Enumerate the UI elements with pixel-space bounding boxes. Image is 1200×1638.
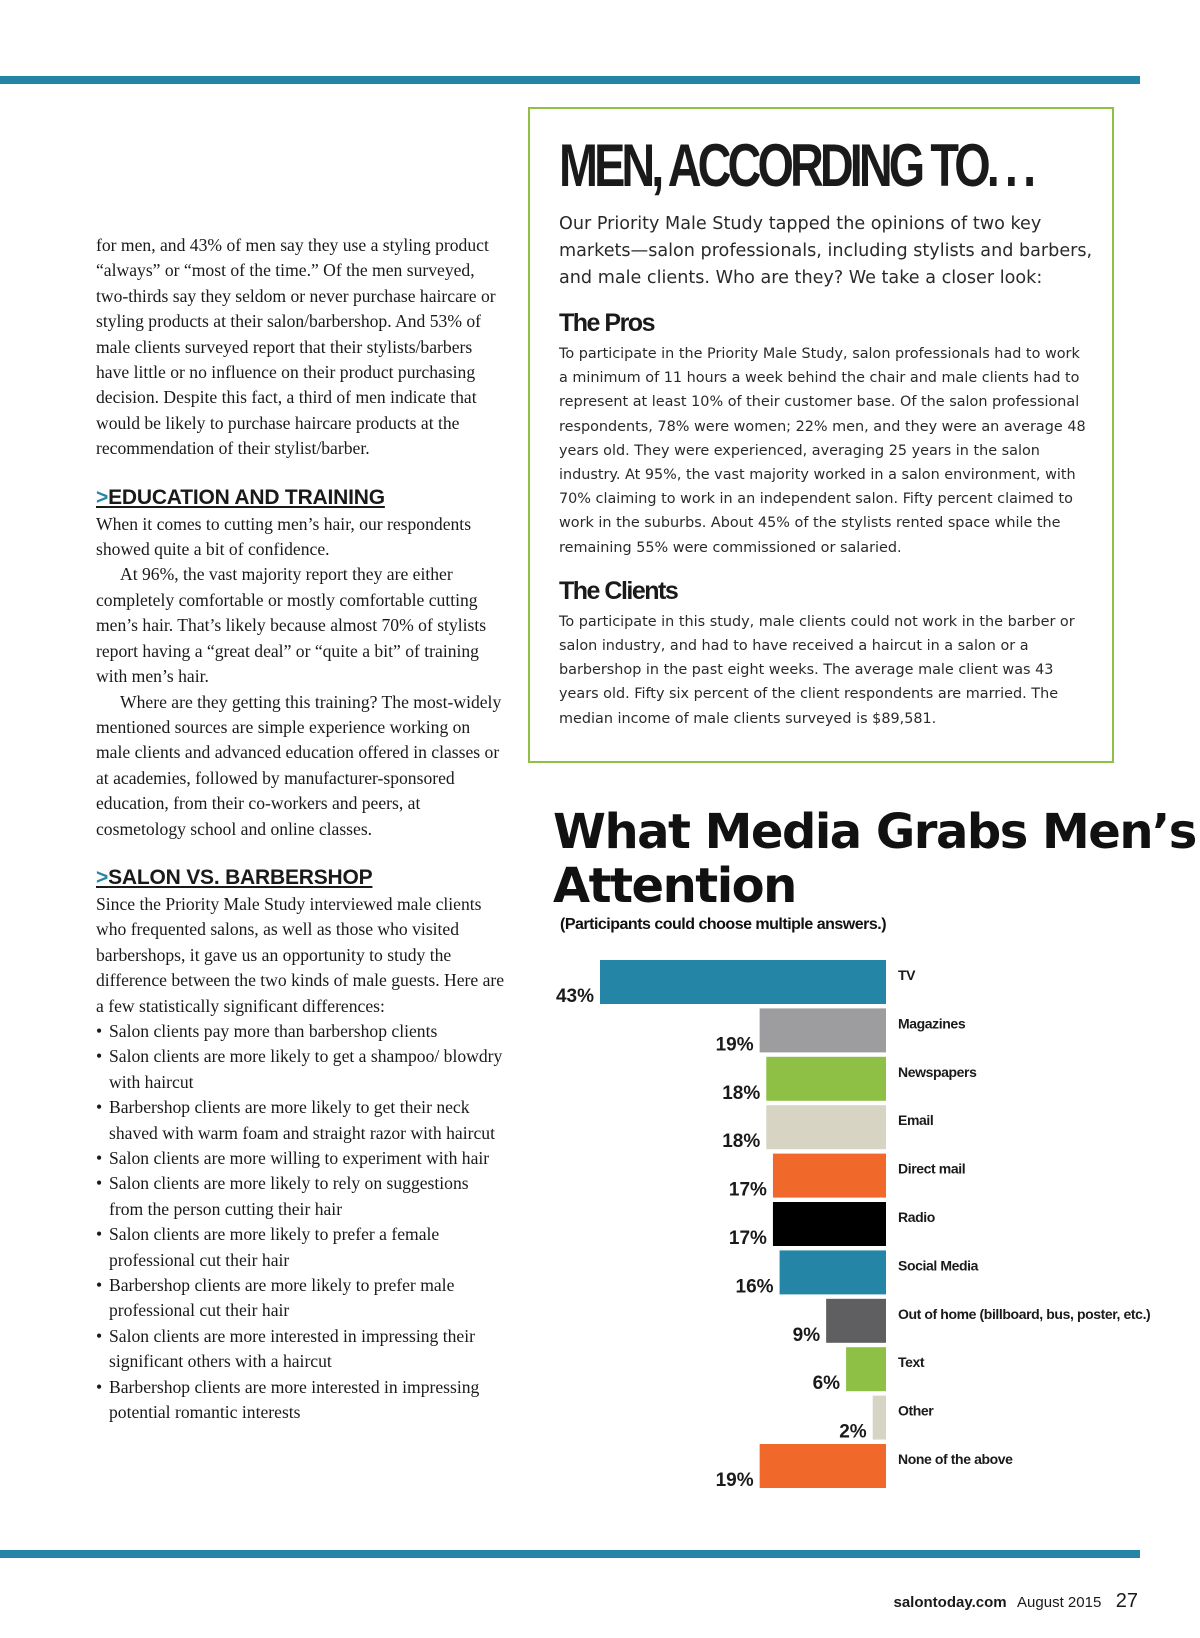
heading-text: SALON VS. BARBERSHOP: [108, 865, 373, 889]
bar-other: [873, 1396, 886, 1440]
list-item: • Salon clients are more interested in impressing their significant others with a haircut: [96, 1324, 506, 1375]
list-item: • Barbershop clients are more likely to prefer male professional cut their hair: [96, 1273, 506, 1324]
bar-category-label: TV: [898, 967, 916, 983]
bar-category-label: Newspapers: [898, 1063, 977, 1080]
bar-direct-mail: [773, 1154, 886, 1198]
bar-category-label: Social Media: [898, 1257, 979, 1274]
paragraph-differences-intro: Since the Priority Male Study interviewed male clients who frequented salons, as well as those who visited barbershops, it gave us an opportunity to study the difference between the two kinds of male guests. Here are a few statistically significant differences:: [96, 893, 505, 1016]
bar-value-label: 2%: [839, 1421, 867, 1443]
bar-none-of-the-above: [760, 1444, 886, 1488]
bar-value-label: 18%: [722, 1131, 761, 1153]
bar-category-label: Text: [898, 1354, 925, 1371]
bar-category-label: Magazines: [898, 1015, 966, 1032]
heading-arrow: >: [96, 865, 109, 889]
bar-text: [846, 1347, 886, 1391]
list-item: • Barbershop clients are more likely to get their neck shaved with warm foam and straight razor with haircut: [96, 1095, 506, 1146]
clients-heading: The Clients: [559, 576, 678, 605]
list-item: • Salon clients are more likely to prefer a female professional cut their hair: [96, 1222, 506, 1273]
footer-site: salontoday.com: [893, 1594, 1007, 1611]
bar-value-label: 16%: [735, 1276, 774, 1298]
bar-out-of-home-billboard-bus-poster-etc: [826, 1299, 886, 1343]
bar-tv: [600, 960, 886, 1004]
list-item: • Salon clients are more willing to experiment with hair: [96, 1146, 506, 1171]
bar-value-label: 18%: [722, 1082, 761, 1104]
bar-magazines: [760, 1008, 886, 1052]
list-item: • Barbershop clients are more interested in impressing potential romantic interests: [96, 1375, 506, 1426]
bottom-rule: [0, 1550, 1140, 1558]
heading-arrow: >: [96, 485, 109, 509]
bar-value-label: 9%: [792, 1324, 821, 1346]
paragraph-styling-products: for men, and 43% of men say they use a styling product “always” or “most of the time.” Of the men surveyed, two-thirds say they seldom or never purchase haircare or styling products at their salon/barbershop. And 53% of male clients surveyed report that their stylists/barbers have little or no influence on their product purchasing decision. Despite this fact, a third of men indicate that would be likely to purchase haircare products at the recommendation of their stylist/barber.: [96, 235, 496, 459]
list-item: • Salon clients are more likely to get a shampoo/ blowdry with haircut: [96, 1044, 506, 1095]
sidebar-intro: Our Priority Male Study tapped the opinions of two key markets—salon professionals, including stylists and barbers, and male clients. Who are they? We take a closer look:: [559, 214, 1093, 288]
paragraph-training-sources: Where are they getting this training? The most-widely mentioned sources are simple experience working on male clients and advanced education offered in classes or at academies, followed by manufacturer-sponsored education, from their co-workers and peers, at cosmetology school and online classes.: [96, 691, 502, 839]
bar-category-label: Email: [898, 1112, 934, 1129]
pros-body: To participate in the Priority Male Study, salon professionals had to work a minimum of 11 hours a week behind the chair and male clients had to represent at least 10% of their customer base. Of the salon professional respondents, 78% were women; 22% men, and they were an average 48 years old. They were experienced, averaging 25 years in the salon industry. At 95%, the vast majority worked in a salon environment, with 70% claiming to work in an independent salon. Fifty percent claimed to work in the suburbs. About 45% of the stylists rented space while the remaining 55% were commissioned or salaried.: [559, 346, 1086, 556]
paragraph-comfort: At 96%, the vast majority report they are either completely comfortable or mostly comfortable cutting men’s hair. That’s likely because almost 70% of stylists report having a “great deal” or “quite a bit” of training with men’s hair.: [96, 564, 487, 687]
page-number: 27: [1115, 1590, 1138, 1612]
bar-newspapers: [766, 1057, 886, 1101]
bar-category-label: Direct mail: [898, 1160, 966, 1177]
bar-value-label: 17%: [728, 1179, 767, 1201]
sidebar-title: MEN, ACCORDING TO. . .: [559, 132, 1033, 199]
bar-social-media: [780, 1250, 886, 1294]
bar-radio: [773, 1202, 886, 1246]
bar-category-label: Radio: [898, 1209, 935, 1225]
heading-text: EDUCATION AND TRAINING: [108, 485, 385, 509]
paragraph-confidence: When it comes to cutting men’s hair, our respondents showed quite a bit of confidence.: [96, 513, 472, 560]
list-item: • Salon clients pay more than barbershop clients: [96, 1019, 506, 1044]
bar-value-label: 43%: [555, 986, 594, 1007]
chart-subtitle: (Participants could choose multiple answers.): [560, 916, 887, 933]
bar-value-label: 19%: [715, 1034, 754, 1056]
bar-category-label: Other: [898, 1402, 934, 1419]
list-item: • Salon clients are more likely to rely on suggestions from the person cutting their hair: [96, 1171, 506, 1222]
clients-body: To participate in this study, male clients could not work in the barber or salon industry, and had to have received a haircut in a salon or a barbershop in the past eight weeks. The average male client was 43 years old. Fifty six percent of the client respondents are married. The median income of male clients surveyed is $89,581.: [559, 613, 1075, 727]
bar-value-label: 17%: [728, 1228, 767, 1249]
bar-email: [766, 1105, 886, 1149]
footer-date: August 2015: [1017, 1594, 1102, 1611]
pros-heading: The Pros: [559, 309, 654, 337]
bar-value-label: 19%: [715, 1470, 754, 1491]
chart-title: What Media Grabs Men’s Attention: [553, 804, 1196, 914]
bar-category-label: Out of home (billboard, bus, poster, etc.): [898, 1305, 1151, 1322]
page-footer: [894, 1590, 1139, 1613]
bar-value-label: 6%: [812, 1373, 841, 1395]
bar-category-label: None of the above: [898, 1451, 1013, 1467]
